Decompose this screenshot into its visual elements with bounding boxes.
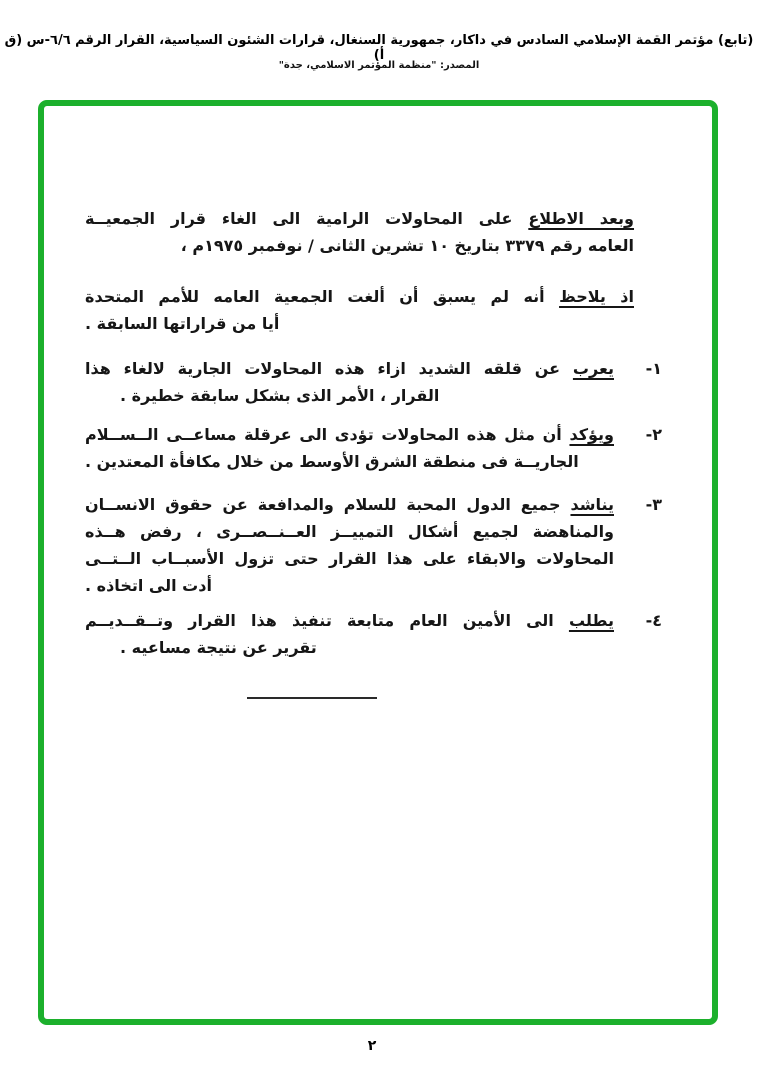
underlined-lead-word: يناشد [570, 495, 614, 514]
document-line: الجاريــة فى منطقة الشرق الأوسط من خلال مكافأة المعتدين . [85, 452, 579, 471]
paragraph-text: أنه لم يسبق أن ألغت الجمعية العامه للأمم المتحدة [85, 287, 545, 306]
underlined-lead-word: وبعد الاطلاع [528, 209, 635, 228]
clause-text [85, 607, 614, 661]
document-line [85, 205, 634, 232]
document-line [85, 421, 614, 448]
document-line: القرار ، الأمر الذى بشكل سابقة خطيرة . [120, 386, 440, 405]
preamble-paragraph-1 [85, 205, 634, 259]
clause-number: ٣- [645, 495, 662, 514]
scanned-document-text [85, 205, 662, 699]
paragraph-text: الى الأمين العام متابعة تنفيذ هذا القرار وتــقــديــم [85, 611, 554, 630]
paragraph-text: جميع الدول المحبة للسلام والمدافعة عن حقوق الانســان [85, 495, 561, 514]
underlined-lead-word: يعرب [572, 359, 614, 378]
clause-number: ١- [645, 359, 662, 378]
document-line [85, 355, 614, 382]
resolution-clause-4 [85, 607, 662, 661]
end-separator-line [247, 697, 377, 699]
resolution-clause-1 [85, 355, 662, 409]
document-line: أدت الى اتخاذه . [85, 576, 212, 595]
clause-text [85, 421, 614, 475]
resolution-clause-3 [85, 491, 662, 599]
page-number: ٢ [367, 1038, 377, 1054]
document-line [85, 283, 634, 310]
clause-number: ٢- [645, 425, 662, 444]
document-line [85, 491, 614, 518]
document-line: أيا من قراراتها السابقة . [85, 314, 280, 333]
document-line: العامه رقم ٣٣٧٩ بتاريخ ١٠ تشرين الثانى / نوفمبر ١٩٧٥م ، [180, 236, 634, 255]
document-line [85, 607, 614, 634]
underlined-lead-word: يطلب [568, 611, 614, 630]
document-reference-header: (تابع) مؤتمر القمة الإسلامي السادس في داكار، جمهورية السنغال، قرارات الشئون السياسية، القرار الرقم ٦/٦-س (ق أ) [4, 33, 754, 63]
resolution-clause-2 [85, 421, 662, 475]
clause-text [85, 491, 614, 599]
preamble-paragraph-2 [85, 283, 634, 337]
scan-highlight-frame [38, 100, 718, 1025]
document-line: تقرير عن نتيجة مساعيه . [120, 638, 317, 657]
clause-number: ٤- [645, 611, 662, 630]
document-line: المحاولات والابقاء على هذا القرار حتى تزول الأسبــاب الــتــى [85, 549, 614, 568]
document-line: والمناهضة لجميع أشكال التمييــز العــنــصــرى ، رفض هــذه [85, 522, 614, 541]
clause-text [85, 355, 614, 409]
underlined-lead-word: اذ يلاحظ [559, 287, 634, 306]
paragraph-text: على المحاولات الرامية الى الغاء قرار الجمعيــة [85, 209, 513, 228]
document-source-line: المصدر: "منظمة المؤتمر الاسلامي، جدة" [278, 60, 480, 71]
underlined-lead-word: ويؤكد [569, 425, 614, 444]
paragraph-text: أن مثل هذه المحاولات تؤدى الى عرقلة مساعــى الــســلام [85, 425, 562, 444]
paragraph-text: عن قلقه الشديد ازاء هذه المحاولات الجارية لالغاء هذا [85, 359, 561, 378]
